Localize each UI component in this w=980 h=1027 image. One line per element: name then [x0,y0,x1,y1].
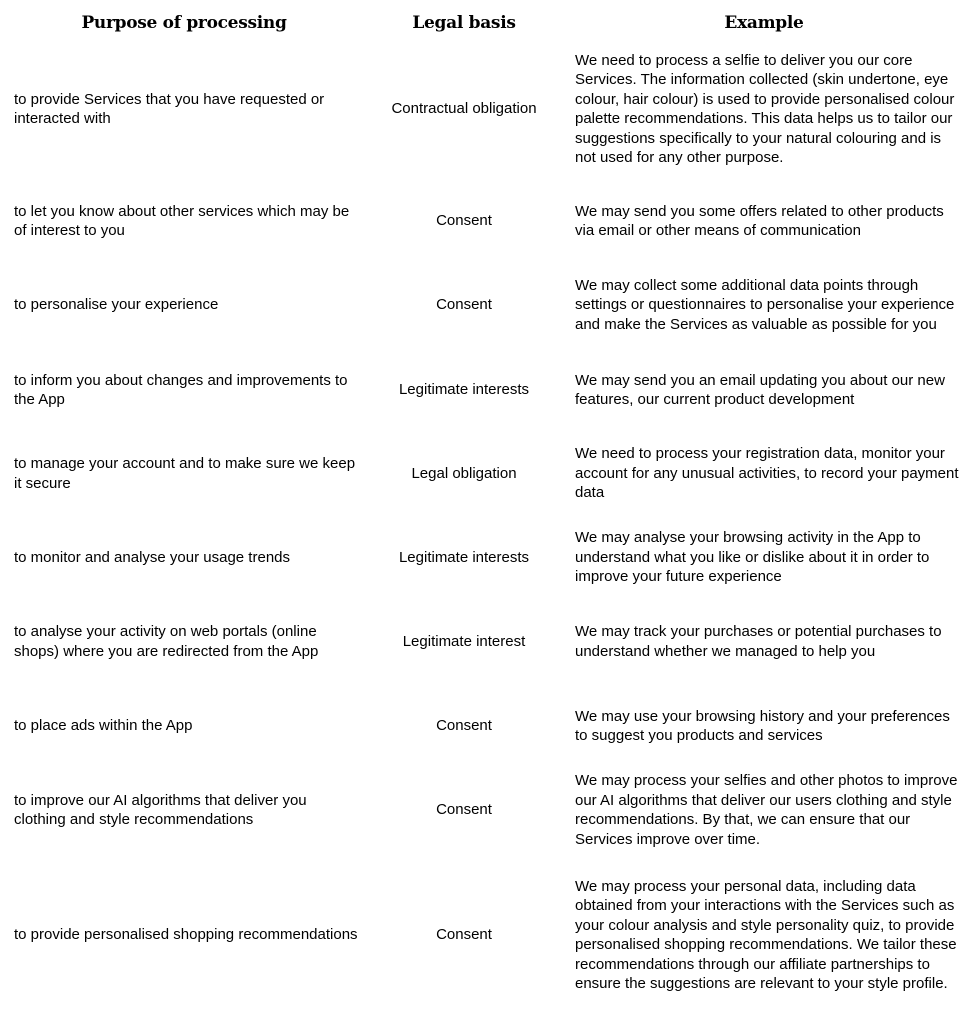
legal-basis-text: Consent [436,801,492,819]
example-text: We may process your personal data, including data obtained from your interactions with the Services such as your colour analysis and style personality quiz, to provide personalised shopping recommendations. We tailor these recommendations through our affiliate partnerships to ensure the suggestions are relevant to your style profile. [575,877,957,992]
purpose-text: to analyse your activity on web portals (online shops) where you are redirected from the App [14,623,319,660]
table-row [0,856,980,1014]
legal-basis-text: Legitimate interest [402,632,526,650]
purpose-cell [14,266,362,344]
header-legal-basis: Legal basis [412,13,516,33]
purpose-text: to place ads within the App [14,717,193,735]
table-row [0,612,980,671]
purpose-cell [14,192,362,250]
legal-basis-text: Legitimate interests [398,548,530,566]
table-row [0,771,980,849]
example-cell [575,266,965,344]
example-text: We need to process a selfie to deliver you our core Services. The information collected (skin undertone, eye colour, hair colour) is used to provide personalised colour palette recommendations. This data helps us to tailor our suggestions specifically to your natural colouring and is not used for any other purpose. [575,51,955,166]
legal-basis-cell [372,771,556,849]
purpose-text: to manage your account and to make sure we keep it secure [14,455,356,492]
purpose-cell [14,528,362,587]
legal-basis-text: Consent [436,212,492,230]
example-cell [575,612,965,671]
example-cell [575,856,965,1014]
legal-basis-text: Contractual obligation [391,100,537,118]
legal-basis-cell [372,40,556,178]
example-text: We may send you some offers related to other products via email or other means of communication [575,202,944,239]
example-cell [575,370,965,410]
table-row [0,706,980,746]
example-cell [575,444,965,503]
legal-basis-cell [372,612,556,671]
legal-basis-text: Consent [436,296,492,314]
purpose-cell [14,612,362,671]
legal-basis-cell [372,856,556,1014]
legal-basis-cell [372,370,556,410]
purpose-cell [14,706,362,746]
table-row [0,266,980,344]
example-text: We may track your purchases or potential purchases to understand whether we managed to help you [575,623,942,660]
legal-basis-cell [372,444,556,503]
purpose-cell [14,856,362,1014]
legal-basis-cell [372,528,556,587]
purpose-text: to provide Services that you have requested or interacted with [14,90,325,127]
table-row [0,528,980,587]
purpose-text: to inform you about changes and improvements to the App [14,371,348,408]
example-text: We may analyse your browsing activity in the App to understand what you like or dislike about it in order to improve your future experience [575,529,930,586]
purpose-cell [14,370,362,410]
table-row [0,370,980,410]
legal-basis-text: Consent [436,717,492,735]
purpose-text: to improve our AI algorithms that deliver you clothing and style recommendations [14,791,307,828]
legal-basis-text: Legitimate interests [398,381,530,399]
legal-basis-cell [372,266,556,344]
example-text: We may send you an email updating you about our new features, our current product development [575,371,945,408]
purpose-text: to provide personalised shopping recommendations [14,926,358,944]
purpose-text: to let you know about other services which may be of interest to you [14,202,350,239]
example-cell [575,771,965,849]
example-text: We may process your selfies and other photos to improve our AI algorithms that deliver our users clothing and style recommendations. By that, we can ensure that our Services improve over time. [575,772,958,848]
header-example: Example [724,13,804,33]
legal-basis-cell [372,706,556,746]
example-cell [575,40,965,178]
legal-basis-cell [372,192,556,250]
legal-basis-text: Legal obligation [411,464,517,482]
legal-basis-text: Consent [436,926,492,944]
example-text: We need to process your registration data, monitor your account for any unusual activities, to record your payment data [575,445,959,502]
purpose-text: to personalise your experience [14,296,219,314]
header-purpose: Purpose of processing [81,13,287,33]
purpose-text: to monitor and analyse your usage trends [14,548,290,566]
example-text: We may collect some additional data points through settings or questionnaires to personalise your experience and make the Services as valuable as possible for you [575,276,955,333]
example-cell [575,706,965,746]
purpose-cell [14,444,362,503]
example-cell [575,192,965,250]
example-cell [575,528,965,587]
table-row [0,192,980,250]
purpose-cell [14,771,362,849]
table-row [0,40,980,178]
table-row [0,444,980,503]
example-text: We may use your browsing history and your preferences to suggest you products and services [575,707,950,744]
purpose-cell [14,40,362,178]
